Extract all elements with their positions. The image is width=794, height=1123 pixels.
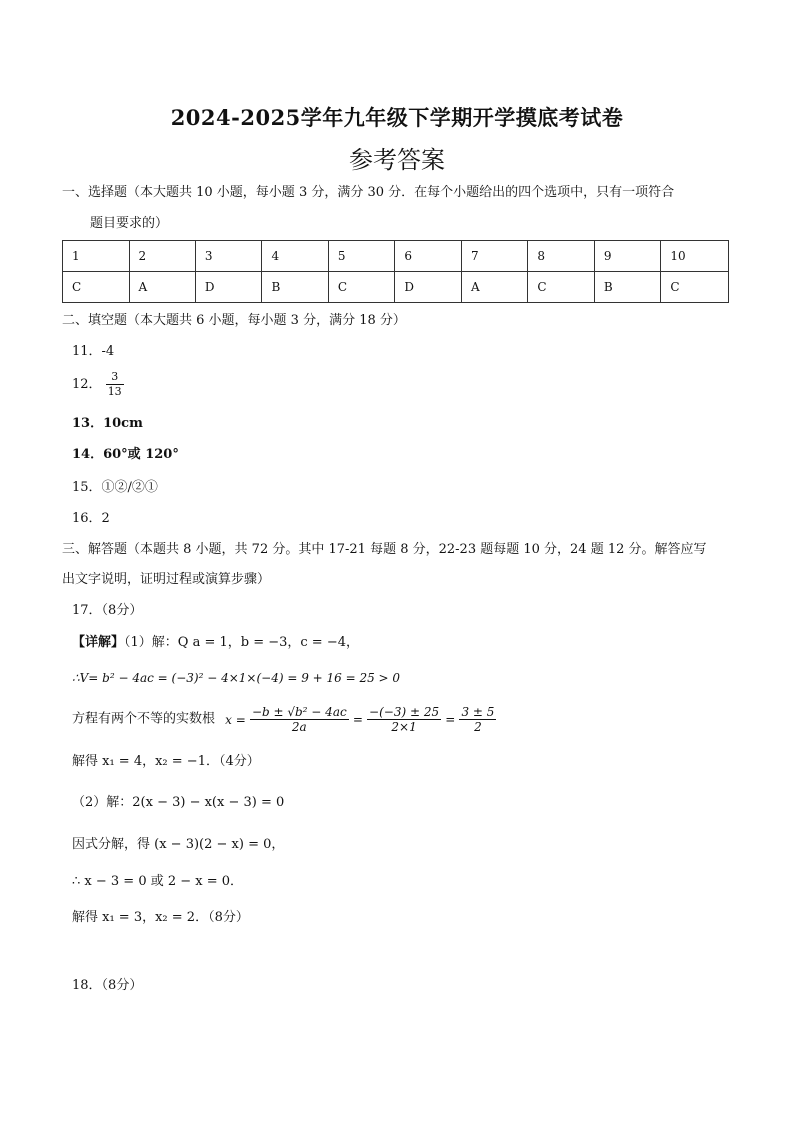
answer-table	[62, 240, 729, 303]
answer-11: 11．-4	[72, 344, 115, 359]
section3-heading-line2: 出文字说明，证明过程或演算步骤）	[62, 572, 271, 587]
table-cell: D	[195, 272, 262, 303]
q17-root-formula	[72, 705, 496, 734]
detail-tag: 【详解】	[72, 635, 125, 650]
table-cell: B	[262, 272, 328, 303]
table-cell: 9	[594, 241, 660, 272]
table-cell: 1	[63, 241, 130, 272]
substituted-fraction	[367, 705, 441, 734]
root-text: 方程有两个不等的实数根	[72, 711, 216, 727]
section1-heading-line1: 一、选择题（本大题共 10 小题，每小题 3 分，满分 30 分．在每个小题给出的四个选项中，只有一项符合	[62, 185, 675, 200]
answer-12-fraction	[106, 370, 124, 399]
table-cell: 2	[129, 241, 195, 272]
q17-part2-solution: 解得 x₁ = 3，x₂ = 2．（8分）	[72, 910, 249, 925]
section1-heading-line2: 题目要求的）	[90, 216, 169, 231]
quadratic-formula-fraction	[250, 705, 349, 734]
table-cell: 4	[262, 241, 328, 272]
table-cell: 8	[528, 241, 595, 272]
fraction-denominator: 2a	[291, 720, 307, 734]
equals-sign: =	[352, 712, 363, 727]
fraction-numerator: −(−3) ± 25	[369, 705, 440, 719]
fraction-numerator: −b ± √b² − 4ac	[251, 705, 347, 719]
answer-14: 14．60°或 120°	[72, 447, 179, 462]
q17-part2-intro: （2）解：2(x − 3) − x(x − 3) = 0	[72, 795, 285, 810]
answer-15: 15．①②/②①	[72, 480, 158, 495]
simplified-fraction	[459, 705, 496, 734]
q17-part2-cases: ∴ x − 3 = 0 或 2 − x = 0．	[72, 874, 244, 889]
page-title: 2024-2025学年九年级下学期开学摸底考试卷	[170, 105, 624, 130]
table-cell: 10	[661, 241, 729, 272]
table-cell: 3	[195, 241, 262, 272]
section2-heading: 二、填空题（本大题共 6 小题，每小题 3 分，满分 18 分）	[62, 313, 406, 328]
question-17-label: 17．（8分）	[72, 603, 143, 618]
q17-discriminant: ∴V= b² − 4ac = (−3)² − 4×1×(−4) = 9 + 16 = 25 > 0	[72, 671, 401, 685]
table-cell: A	[462, 272, 528, 303]
q17-part1-intro	[72, 634, 359, 652]
equals-sign: =	[445, 712, 456, 727]
fraction-numerator: 3 ± 5	[461, 705, 495, 719]
table-cell: A	[129, 272, 195, 303]
fraction-numerator: 3	[106, 370, 124, 385]
table-cell: D	[395, 272, 462, 303]
table-cell: C	[661, 272, 729, 303]
q17-part2-factor: 因式分解，得 (x − 3)(2 − x) = 0，	[72, 837, 285, 852]
fraction-denominator: 2	[474, 720, 482, 734]
answer-16: 16．2	[72, 511, 110, 526]
table-cell: 7	[462, 241, 528, 272]
table-cell: B	[594, 272, 660, 303]
q17-part1-intro-text: （1）解：Q a = 1，b = −3，c = −4，	[124, 635, 359, 650]
table-cell: C	[528, 272, 595, 303]
fraction-denominator: 13	[107, 385, 122, 398]
question-18-label: 18．（8分）	[72, 978, 143, 993]
x-equals: x =	[225, 712, 246, 727]
section3-heading-line1: 三、解答题（本题共 8 小题，共 72 分。其中 17-21 每题 8 分，22-23 题每题 10 分，24 题 12 分。解答应写	[62, 542, 707, 557]
table-cell: C	[63, 272, 130, 303]
table-cell: 5	[328, 241, 395, 272]
fraction-denominator: 2×1	[391, 720, 417, 734]
page-subtitle: 参考答案	[349, 146, 445, 174]
answer-12	[72, 370, 124, 399]
answer-12-label: 12．	[72, 377, 102, 392]
answer-table-answer-row	[63, 272, 729, 303]
answer-table-number-row	[63, 241, 729, 272]
answer-13: 13．10cm	[72, 416, 143, 431]
table-cell: 6	[395, 241, 462, 272]
table-cell: C	[328, 272, 395, 303]
q17-part1-solution: 解得 x₁ = 4，x₂ = −1．（4分）	[72, 754, 260, 769]
